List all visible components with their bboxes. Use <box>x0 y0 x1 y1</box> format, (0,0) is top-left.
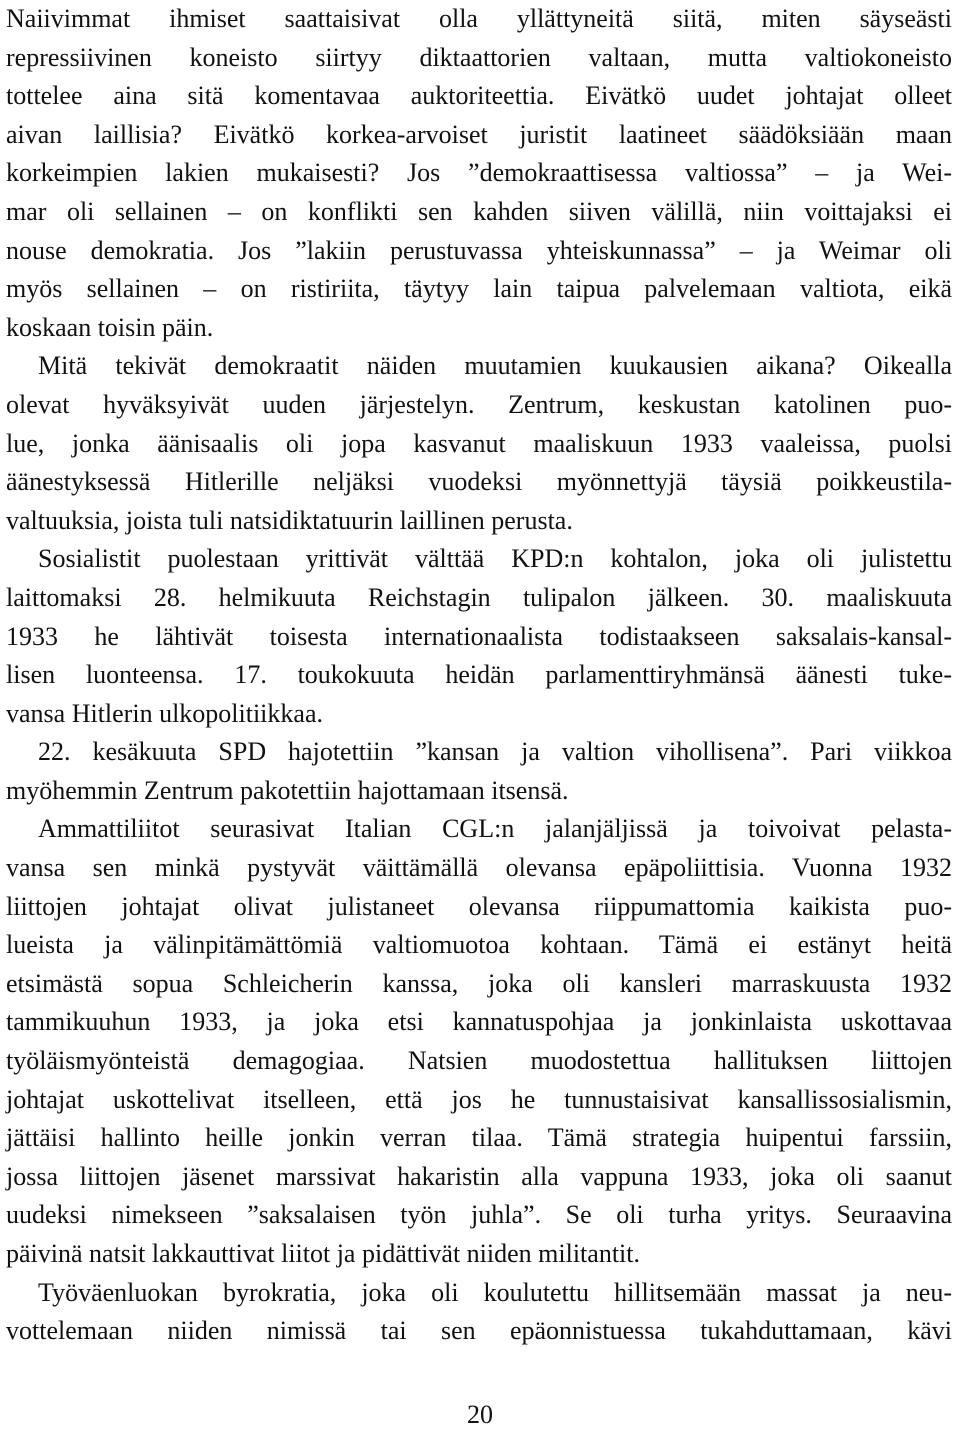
text-line: äänestyksessä Hitlerille neljäksi vuodeksi myönnettyjä täysiä poikkeustila- <box>6 467 952 497</box>
text-line: vansa sen minkä pystyvät väittämällä olevansa epäpoliittisia. Vuonna 1932 <box>6 853 952 883</box>
text-line: laittomaksi 28. helmikuuta Reichstagin tulipalon jälkeen. 30. maaliskuuta <box>6 582 952 612</box>
text-line: tammikuuhun 1933, ja joka etsi kannatuspohjaa ja jonkinlaista uskottavaa <box>6 1007 952 1037</box>
text-line: työläismyönteistä demagogiaa. Natsien muodostettua hallituksen liittojen <box>6 1046 952 1076</box>
text-line: myös sellainen – on ristiriita, täytyy lain taipua palvelemaan valtiota, eikä <box>6 274 952 304</box>
text-line: jossa liittojen jäsenet marssivat hakaristin alla vappuna 1933, joka oli saanut <box>6 1161 952 1191</box>
text-line: Sosialistit puolestaan yrittivät välttää KPD:n kohtalon, joka oli julistettu <box>38 544 952 574</box>
text-line: lueista ja välinpitämättömiä valtiomuotoa kohtaan. Tämä ei estänyt heitä <box>6 930 952 960</box>
text-line: Naiivimmat ihmiset saattaisivat olla yllättyneitä siitä, miten säyseästi <box>6 4 952 33</box>
text-line: jättäisi hallinto heille jonkin verran tilaa. Tämä strategia huipentui farssiin, <box>6 1123 952 1153</box>
text-line: korkeimpien lakien mukaisesti? Jos ”demokraattisessa valtiossa” – ja Wei- <box>6 158 952 188</box>
text-line: koskaan toisin päin. <box>6 312 214 342</box>
text-line: liittojen johtajat olivat julistaneet olevansa riippumattomia kaikista puo- <box>6 891 952 921</box>
text-line: mar oli sellainen – on konflikti sen kahden siiven välillä, niin voittajaksi ei <box>6 196 952 226</box>
text-line: johtajat uskottelivat itselleen, että jos he tunnustaisivat kansallissosialismin, <box>6 1084 952 1114</box>
text-line: vottelemaan niiden nimissä tai sen epäonnistuessa tukahduttamaan, kävi <box>6 1316 952 1346</box>
text-line: lisen luonteensa. 17. toukokuuta heidän parlamenttiryhmänsä äänesti tuke- <box>6 660 952 690</box>
text-line: lue, jonka äänisaalis oli jopa kasvanut maaliskuun 1933 vaaleissa, puolsi <box>6 428 952 458</box>
text-line: olevat hyväksyivät uuden järjestelyn. Zentrum, keskustan katolinen puo- <box>6 389 952 419</box>
text-line: uudeksi nimekseen ”saksalaisen työn juhla”. Se oli turha yritys. Seuraavina <box>6 1200 952 1230</box>
text-line: 22. kesäkuuta SPD hajotettiin ”kansan ja valtion vihollisena”. Pari viikkoa <box>38 737 952 767</box>
text-line: Työväenluokan byrokratia, joka oli koulutettu hillitsemään massat ja neu- <box>38 1277 952 1307</box>
text-line: vansa Hitlerin ulkopolitiikkaa. <box>6 698 323 728</box>
text-line: etsimästä sopua Schleicherin kanssa, joka oli kansleri marraskuusta 1932 <box>6 968 952 998</box>
document-body <box>6 0 952 1351</box>
text-line: Ammattiliitot seurasivat Italian CGL:n jalanjäljissä ja toivoivat pelasta- <box>38 814 952 844</box>
text-line: valtuuksia, joista tuli natsidiktatuurin laillinen perusta. <box>6 505 573 535</box>
text-line: repressiivinen koneisto siirtyy diktaattorien valtaan, mutta valtiokoneisto <box>6 42 952 72</box>
text-line: aivan laillisia? Eivätkö korkea-arvoiset juristit laatineet säädöksiään maan <box>6 119 952 149</box>
text-line: Mitä tekivät demokraatit näiden muutamien kuukausien aikana? Oikealla <box>38 351 952 381</box>
text-line: 1933 he lähtivät toisesta internationaalista todistaakseen saksalais-kansal- <box>6 621 952 651</box>
text-line: nouse demokratia. Jos ”lakiin perustuvassa yhteiskunnassa” – ja Weimar oli <box>6 235 952 265</box>
text-line: päivinä natsit lakkauttivat liitot ja pidättivät niiden militantit. <box>6 1239 640 1268</box>
page-number: 20 <box>467 1400 493 1429</box>
text-line: myöhemmin Zentrum pakotettiin hajottamaan itsensä. <box>6 775 569 805</box>
text-line: tottelee aina sitä komentavaa auktoriteettia. Eivätkö uudet johtajat olleet <box>6 81 952 111</box>
